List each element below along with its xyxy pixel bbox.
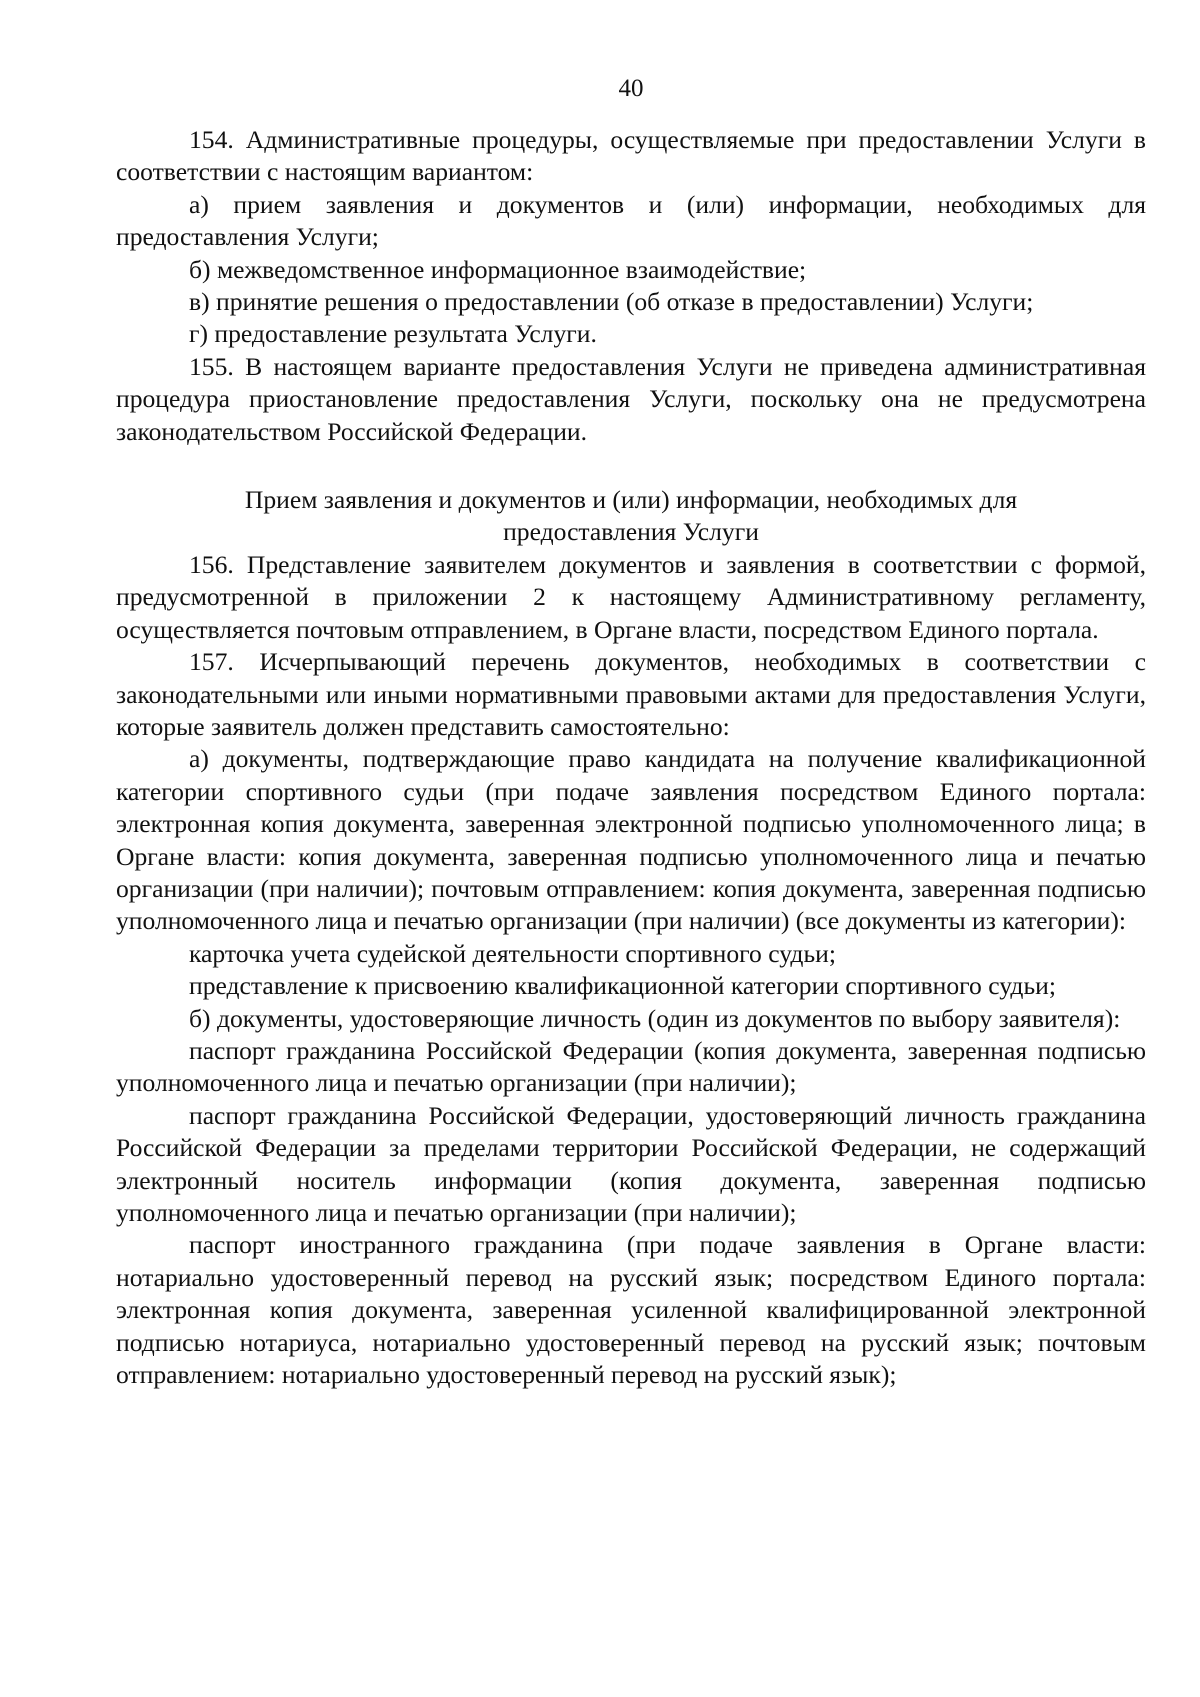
list-item-b: б) межведомственное информационное взаимодействие; [189, 254, 807, 284]
list-item-a: а) прием заявления и документов и (или) информации, необходимых для предоставления Услуги; [116, 189, 1146, 252]
paragraph-155: 155. В настоящем варианте предоставления Услуги не приведена административная процедура приостановление предоставления Услуги, поскольку она не предусмотрена законодательством Российской Федерации. [116, 351, 1146, 446]
paragraph-156: 156. Представление заявителем документов и заявления в соответствии с формой, предусмотренной в приложении 2 к настоящему Административному регламенту, осуществляется почтовым отправлением, в Органе власти, посредством Единого портала. [116, 549, 1146, 644]
list-subitem-submission: представление к присвоению квалификационной категории спортивного судьи; [189, 971, 1056, 1001]
list-item-g: г) предоставление результата Услуги. [189, 319, 597, 349]
list-item-157-a: а) документы, подтверждающие право кандидата на получение квалификационной категории спортивного судьи (при подаче заявления посредством Единого портала: электронная копия документа, заверенная электронной подписью уполномоченного лица; в Органе власти: копия документа, заверенная подписью уполномоченного лица и печатью организации (при наличии); почтовым отправлением: копия документа, заверенная подписью уполномоченного лица и печатью организации (при наличии) (все документы из категории): [116, 744, 1146, 936]
list-item-157-b: б) документы, удостоверяющие личность (один из документов по выбору заявителя): [189, 1003, 1121, 1033]
list-subitem-passport-foreign: паспорт иностранного гражданина (при подаче заявления в Органе власти: нотариально удостоверенный перевод на русский язык; посредством Единого портала: электронная копия документа, заверенная усиленной квалифицированной электронной подписью нотариуса, нотариально удостоверенный перевод на русский язык; почтовым отправлением: нотариально удостоверенный перевод на русский язык); [116, 1230, 1146, 1390]
list-item-v: в) принятие решения о предоставлении (об отказе в предоставлении) Услуги; [189, 287, 1034, 317]
list-subitem-passport-abroad: паспорт гражданина Российской Федерации, удостоверяющий личность гражданина Российской Федерации за пределами территории Российской Федерации, не содержащий электронный носитель информации (копия документа, заверенная подписью уполномоченного лица и печатью организации (при наличии); [116, 1100, 1146, 1227]
list-subitem-card: карточка учета судейской деятельности спортивного судьи; [189, 938, 836, 968]
section-heading: Прием заявления и документов и (или) информации, необходимых для предоставления Услуги [244, 485, 1018, 547]
paragraph-157: 157. Исчерпывающий перечень документов, необходимых в соответствии с законодательными или иными нормативными правовыми актами для предоставления Услуги, которые заявитель должен представить самостоятельно: [116, 647, 1146, 741]
document-body [116, 124, 1146, 1391]
page-number: 40 [618, 75, 644, 102]
list-subitem-passport-rf: паспорт гражданина Российской Федерации (копия документа, заверенная подписью уполномоченного лица и печатью организации (при наличии); [116, 1035, 1146, 1098]
paragraph-154: 154. Административные процедуры, осуществляемые при предоставлении Услуги в соответствии с настоящим вариантом: [116, 125, 1146, 187]
